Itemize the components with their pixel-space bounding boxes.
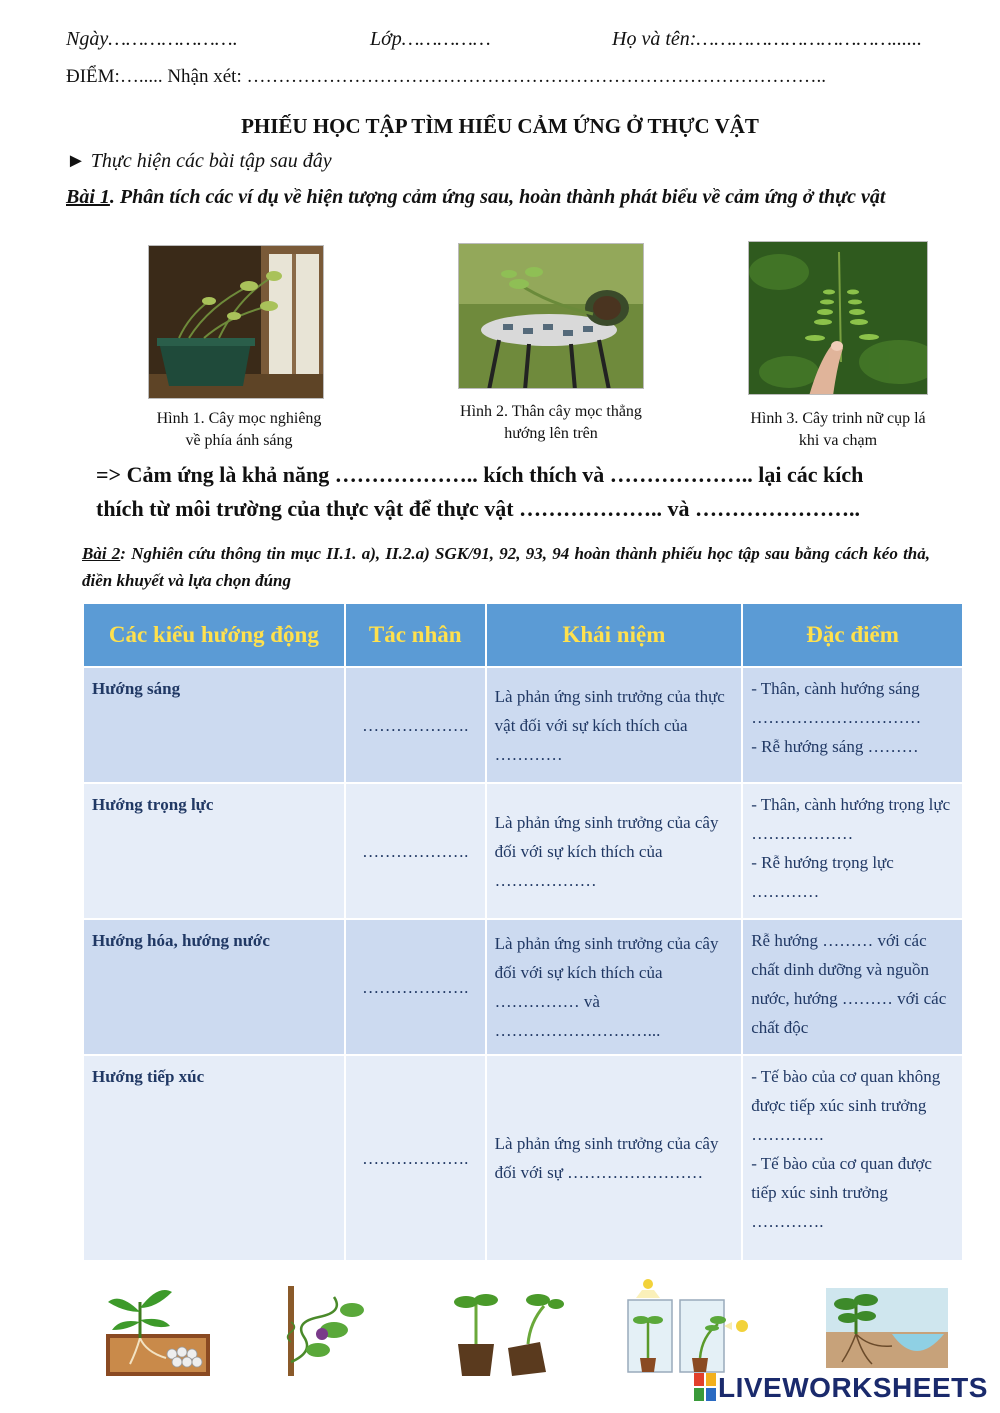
row-1-concept[interactable]: Là phản ứng sinh trưởng của thực vật đối với sự kích thích của ………… [486, 667, 743, 783]
drag-image-phototropism-jars[interactable] [620, 1276, 756, 1380]
exercise-1-prompt [66, 181, 926, 213]
row-3-agent-blank[interactable]: ………………. [345, 919, 486, 1055]
table-row [83, 783, 963, 919]
figure-1-caption [134, 408, 344, 452]
row-4-concept[interactable]: Là phản ứng sinh trưởng của cây đối với sự …………………… [486, 1055, 743, 1261]
conclusion-line2: thích từ môi trường của thực vật để thực vật ……………….. và ………………….. [96, 496, 861, 521]
row-3-traits[interactable] [742, 919, 963, 1055]
figure-3-photo [748, 241, 928, 395]
exercise-1-label: Bài 1 [66, 186, 110, 208]
figure-2-caption-line2: hướng lên trên [504, 425, 598, 442]
instruction-line: ► Thực hiện các bài tập sau đây [66, 150, 332, 172]
drag-image-seedlings-gravity[interactable] [446, 1282, 564, 1380]
liveworksheets-logo-text: LIVEWORKSHEETS [718, 1372, 988, 1403]
row-1-name: Hướng sáng [83, 667, 345, 783]
figure-3-caption-line2: khi va chạm [798, 432, 878, 449]
score-comment-line: ĐIỂM:…..... Nhận xét: ……………………………………………………………………………….. [66, 66, 826, 87]
drag-image-roots-toward-nutrients[interactable] [100, 1282, 214, 1380]
row-4-trait-1: - Tế bào của cơ quan không được tiếp xúc sinh trưởng …………. [751, 1067, 941, 1144]
figure-1-caption-line2: về phía ánh sáng [185, 432, 293, 449]
figure-2-photo [458, 243, 644, 389]
exercise-2-text: : Nghiên cứu thông tin mục II.1. a), II.2.a) SGK/91, 92, 93, 94 hoàn thành phiếu học tập sau bằng cách kéo thả, điền khuyết và lựa chọn đúng [82, 544, 930, 590]
conclusion-statement[interactable] [96, 458, 936, 526]
row-3-concept[interactable]: Là phản ứng sinh trưởng của cây đối với sự kích thích của …………… và ………………………... [486, 919, 743, 1055]
row-2-name: Hướng trọng lực [83, 783, 345, 919]
figure-2-caption-line1: Hình 2. Thân cây mọc thẳng [460, 403, 642, 420]
exercise-2-prompt [82, 540, 930, 594]
figure-2-caption [440, 401, 662, 445]
worksheet-title: PHIẾU HỌC TẬP TÌM HIỂU CẢM ỨNG Ở THỰC VẬT [241, 114, 759, 138]
liveworksheets-logo-icon [694, 1373, 716, 1401]
student-name-field: Họ và tên:……………………………...... [612, 28, 923, 50]
drag-image-climbing-plant[interactable] [274, 1282, 376, 1380]
table-header-row [83, 603, 963, 667]
conclusion-line1: => Cảm ứng là khả năng ……………….. kích thích và ……………….. lại các kích [96, 462, 864, 487]
liveworksheets-logo [694, 1372, 988, 1404]
exercise-2-label: Bài 2 [82, 544, 121, 563]
row-2-agent-blank[interactable]: ………………. [345, 783, 486, 919]
row-1-trait-2: - Rễ hướng sáng ……… [751, 737, 919, 756]
figure-1-caption-line1: Hình 1. Cây mọc nghiêng [156, 410, 322, 427]
row-2-trait-2: - Rễ hướng trọng lực ………… [751, 853, 894, 901]
header-traits: Đặc điểm [742, 603, 963, 667]
date-field: Ngày…………………. [66, 28, 238, 50]
row-1-trait-1: - Thân, cành hướng sáng ………………………… [751, 679, 922, 727]
figure-1-photo [148, 245, 324, 399]
header-tropism-type: Các kiểu hướng động [83, 603, 345, 667]
row-2-concept[interactable]: Là phản ứng sinh trưởng của cây đối với sự kích thích của ……………… [486, 783, 743, 919]
class-field: Lớp…………… [370, 28, 491, 50]
figure-3-caption [730, 408, 946, 452]
row-4-agent-blank[interactable]: ………………. [345, 1055, 486, 1261]
figure-3-caption-line1: Hình 3. Cây trinh nữ cụp lá [750, 410, 926, 427]
row-4-name: Hướng tiếp xúc [83, 1055, 345, 1261]
row-2-trait-1: - Thân, cành hướng trọng lực ……………… [751, 795, 951, 843]
row-3-name: Hướng hóa, hướng nước [83, 919, 345, 1055]
header-agent: Tác nhân [345, 603, 486, 667]
drag-image-roots-toward-water[interactable] [826, 1288, 948, 1368]
header-concept: Khái niệm [486, 603, 743, 667]
table-row [83, 1055, 963, 1261]
row-3-trait-1: Rễ hướng ……… với các chất dinh dưỡng và nguồn nước, hướng ……… với các chất độc [751, 931, 947, 1037]
row-4-trait-2: - Tế bào của cơ quan được tiếp xúc sinh trưởng …………. [751, 1154, 932, 1231]
row-1-agent-blank[interactable]: ………………. [345, 667, 486, 783]
tropism-table [82, 602, 964, 1262]
row-1-traits[interactable] [742, 667, 963, 783]
table-row [83, 919, 963, 1055]
exercise-1-text: . Phân tích các ví dụ về hiện tượng cảm ứng sau, hoàn thành phát biểu về cảm ứng ở thực vật [109, 186, 886, 208]
row-2-traits[interactable] [742, 783, 963, 919]
row-4-traits[interactable] [742, 1055, 963, 1261]
table-row [83, 667, 963, 783]
